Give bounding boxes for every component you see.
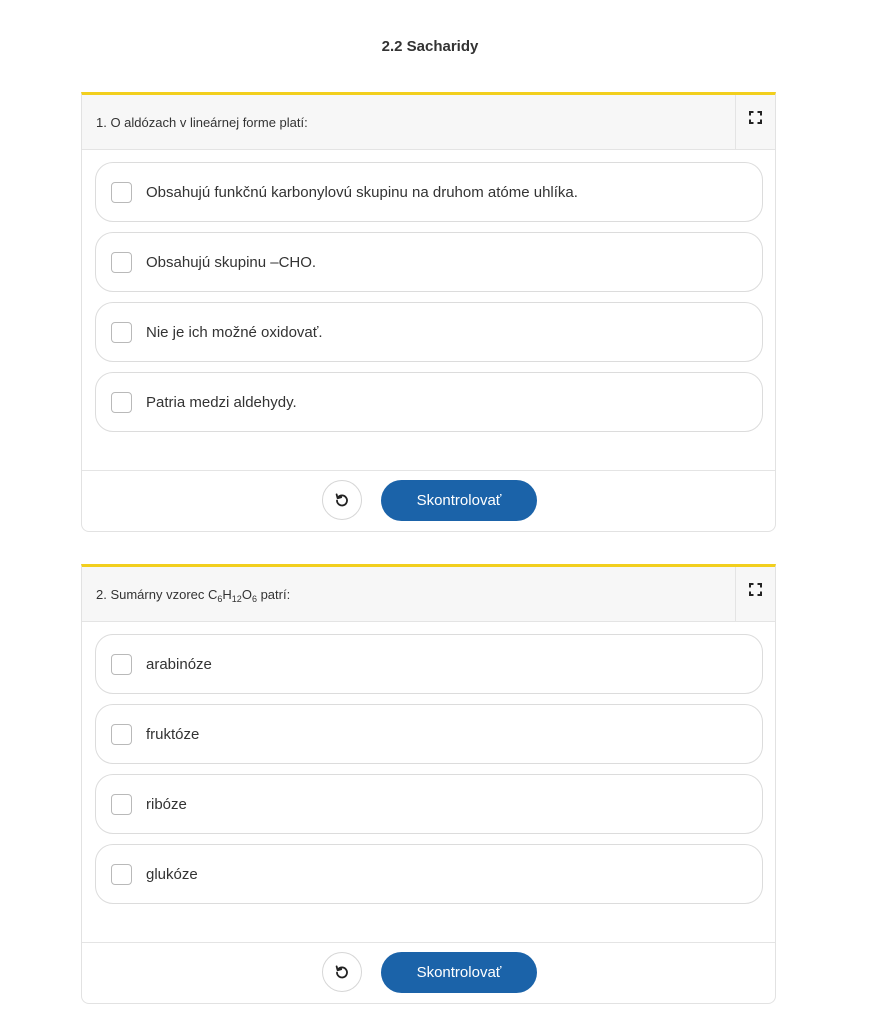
question-header bbox=[82, 567, 775, 622]
option-4[interactable] bbox=[95, 844, 763, 904]
question-footer bbox=[82, 470, 775, 531]
option-label: Obsahujú skupinu –CHO. bbox=[146, 253, 317, 271]
fullscreen-button[interactable] bbox=[735, 567, 775, 621]
formula-subscript-c: 6 bbox=[217, 594, 223, 604]
checkbox[interactable] bbox=[111, 182, 132, 203]
reset-button[interactable] bbox=[322, 952, 362, 992]
question-text bbox=[96, 587, 290, 602]
checkbox[interactable] bbox=[111, 252, 132, 273]
question-header bbox=[82, 95, 775, 150]
option-3[interactable] bbox=[95, 774, 763, 834]
option-label: Patria medzi aldehydy. bbox=[146, 393, 297, 411]
options-list bbox=[82, 622, 775, 904]
reset-button[interactable] bbox=[322, 480, 362, 520]
checkbox[interactable] bbox=[111, 322, 132, 343]
formula-subscript-o: 6 bbox=[251, 594, 257, 604]
question-card-1 bbox=[81, 92, 776, 532]
option-3[interactable] bbox=[95, 302, 763, 362]
formula-element-c: C bbox=[208, 587, 218, 602]
question-text-suffix: patrí: bbox=[256, 587, 291, 602]
option-label: glukóze bbox=[146, 865, 198, 883]
option-2[interactable] bbox=[95, 232, 763, 292]
option-1[interactable] bbox=[95, 634, 763, 694]
fullscreen-button[interactable] bbox=[735, 95, 775, 149]
option-label: Nie je ich možné oxidovať. bbox=[146, 323, 323, 341]
reset-icon bbox=[334, 964, 350, 980]
formula-element-h: H bbox=[222, 587, 232, 602]
checkbox[interactable] bbox=[111, 392, 132, 413]
fullscreen-icon bbox=[749, 583, 762, 596]
checkbox[interactable] bbox=[111, 864, 132, 885]
check-button[interactable]: Skontrolovať bbox=[381, 952, 537, 993]
reset-icon bbox=[334, 492, 350, 508]
question-text-prefix: 2. Sumárny vzorec bbox=[96, 587, 208, 602]
fullscreen-icon bbox=[749, 111, 762, 124]
formula-element-o: O bbox=[241, 587, 252, 602]
question-card-2 bbox=[81, 564, 776, 1004]
option-label: fruktóze bbox=[146, 725, 200, 743]
option-label: arabinóze bbox=[146, 655, 212, 673]
option-2[interactable] bbox=[95, 704, 763, 764]
check-button[interactable]: Skontrolovať bbox=[381, 480, 537, 521]
page-title: 2.2 Sacharidy bbox=[381, 38, 479, 55]
option-label: ribóze bbox=[146, 795, 187, 813]
option-4[interactable] bbox=[95, 372, 763, 432]
option-1[interactable] bbox=[95, 162, 763, 222]
checkbox[interactable] bbox=[111, 724, 132, 745]
option-label: Obsahujú funkčnú karbonylovú skupinu na druhom atóme uhlíka. bbox=[146, 183, 578, 201]
checkbox[interactable] bbox=[111, 654, 132, 675]
question-text: 1. O aldózach v lineárnej forme platí: bbox=[96, 115, 308, 130]
question-footer bbox=[82, 942, 775, 1003]
checkbox[interactable] bbox=[111, 794, 132, 815]
options-list bbox=[82, 150, 775, 432]
formula-subscript-h: 12 bbox=[231, 594, 242, 604]
